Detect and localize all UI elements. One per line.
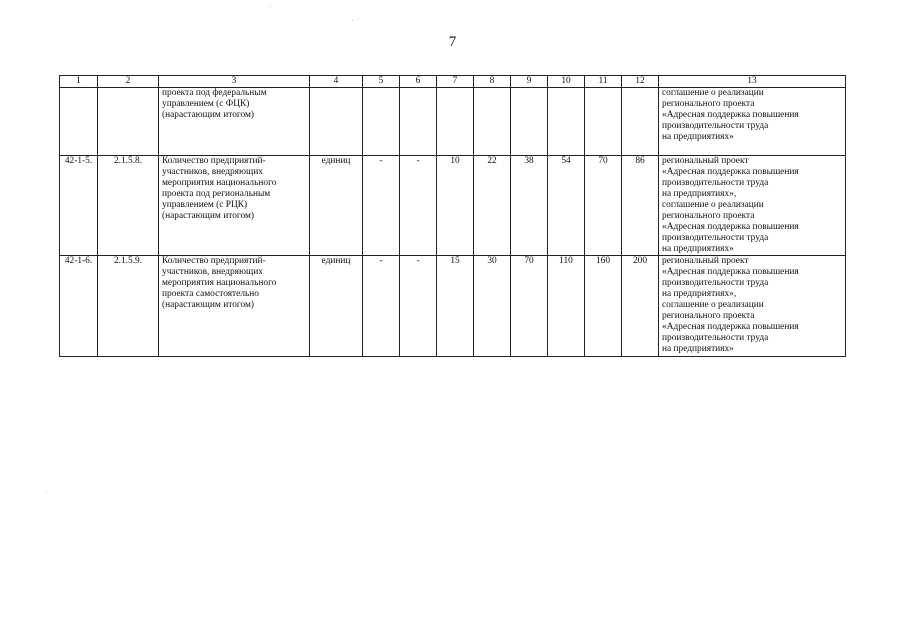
column-header-5: 5 (363, 76, 400, 88)
item-code (98, 88, 159, 156)
column-header-2: 2 (98, 76, 159, 88)
value-col-11: 160 (585, 256, 622, 357)
row-number: 42-1-5. (60, 156, 98, 256)
indicator-name: Количество предприятий- участников, внедряющих мероприятия национального проекта под региональным управлением (с РЦК) (нарастающим итогом) (159, 156, 310, 256)
value-col-5: - (363, 256, 400, 357)
unit (310, 88, 363, 156)
row-number: 42-1-6. (60, 256, 98, 357)
column-header-8: 8 (474, 76, 511, 88)
item-code: 2.1.5.8. (98, 156, 159, 256)
value-col-8: 30 (474, 256, 511, 357)
indicator-name: проекта под федеральным управлением (с ФЦК) (нарастающим итогом) (159, 88, 310, 156)
value-col-12: 200 (622, 256, 659, 357)
value-col-5 (363, 88, 400, 156)
value-col-5: - (363, 156, 400, 256)
column-header-10: 10 (548, 76, 585, 88)
column-header-12: 12 (622, 76, 659, 88)
scan-speck (46, 492, 47, 493)
value-col-9: 70 (511, 256, 548, 357)
indicator-name: Количество предприятий- участников, внедряющих мероприятия национального проекта самостоятельно (нарастающим итогом) (159, 256, 310, 357)
table-row (60, 256, 846, 357)
column-header-9: 9 (511, 76, 548, 88)
header-row (60, 76, 846, 88)
column-header-4: 4 (310, 76, 363, 88)
item-code: 2.1.5.9. (98, 256, 159, 357)
value-col-10 (548, 88, 585, 156)
column-header-6: 6 (400, 76, 437, 88)
column-header-7: 7 (437, 76, 474, 88)
unit: единиц (310, 156, 363, 256)
source-document: региональный проект «Адресная поддержка повышения производительности труда на предприятиях», соглашение о реализации регионального проекта «Адресная поддержка повышения производительности труда на предприятиях» (659, 256, 846, 357)
value-col-6: - (400, 156, 437, 256)
value-col-9 (511, 88, 548, 156)
value-col-8: 22 (474, 156, 511, 256)
value-col-12: 86 (622, 156, 659, 256)
value-col-12 (622, 88, 659, 156)
page-number: 7 (448, 34, 457, 50)
value-col-7: 10 (437, 156, 474, 256)
unit: единиц (310, 256, 363, 357)
scan-speck (352, 20, 353, 21)
value-col-10: 54 (548, 156, 585, 256)
indicators-table (59, 75, 846, 357)
value-col-7: 15 (437, 256, 474, 357)
table-row (60, 156, 846, 256)
value-col-8 (474, 88, 511, 156)
row-number (60, 88, 98, 156)
value-col-11 (585, 88, 622, 156)
source-document: соглашение о реализации регионального проекта «Адресная поддержка повышения производительности труда на предприятиях» (659, 88, 846, 156)
scan-speck (270, 6, 271, 7)
column-header-13: 13 (659, 76, 846, 88)
value-col-6: - (400, 256, 437, 357)
column-header-1: 1 (60, 76, 98, 88)
value-col-11: 70 (585, 156, 622, 256)
source-document: региональный проект «Адресная поддержка повышения производительности труда на предприятиях», соглашение о реализации регионального проекта «Адресная поддержка повышения производительности труда на предприятиях» (659, 156, 846, 256)
value-col-9: 38 (511, 156, 548, 256)
value-col-7 (437, 88, 474, 156)
value-col-6 (400, 88, 437, 156)
table-row (60, 88, 846, 156)
column-header-11: 11 (585, 76, 622, 88)
column-header-3: 3 (159, 76, 310, 88)
value-col-10: 110 (548, 256, 585, 357)
